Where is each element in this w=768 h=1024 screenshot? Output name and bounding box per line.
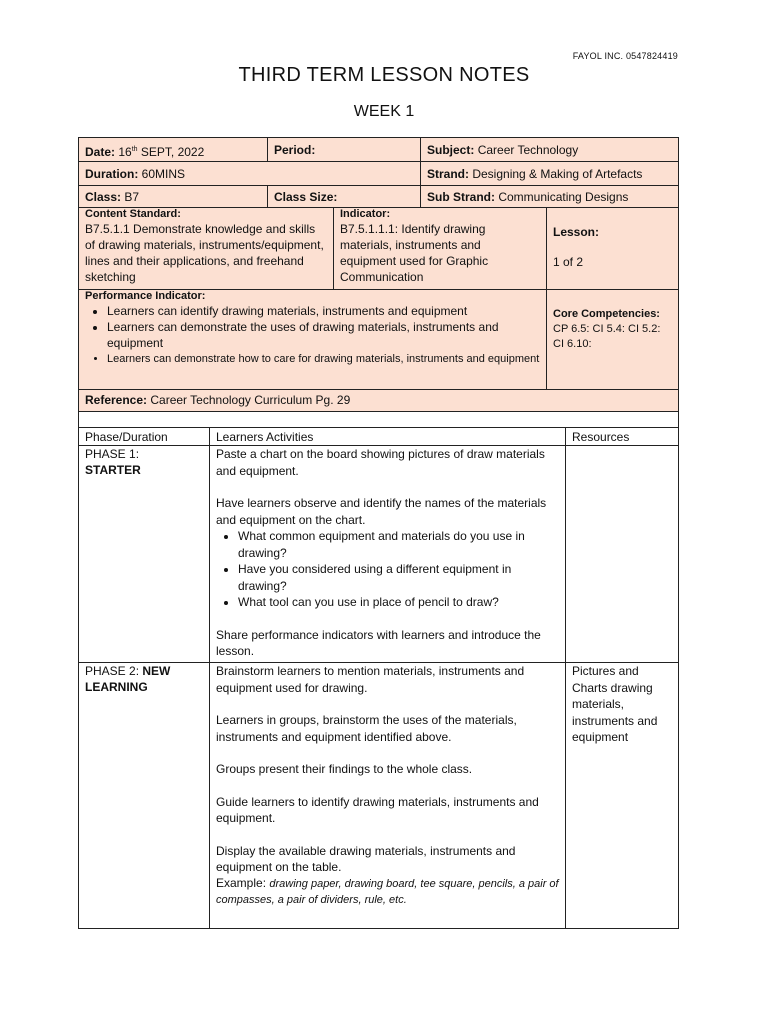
indicator-cell: Indicator: B7.5.1.1.1: Identify drawing materials, instruments and equipment used for Graphic Communication [334,208,547,290]
page-title: THIRD TERM LESSON NOTES [238,64,530,86]
week-label: WEEK 1 [353,103,415,120]
activities-table [78,427,679,929]
phase2-resources: Pictures and Charts drawing materials, instruments and equipment [572,664,658,744]
lesson-cell: Lesson: 1 of 2 [547,208,678,290]
class-cell: Class: B7 [79,186,268,208]
date-cell [79,138,268,162]
list-item: • Learners can demonstrate how to care for drawing materials, instruments and equipment [107,351,540,367]
performance-indicator-cell: Performance Indicator: • Learners can identify drawing materials, instruments and equipment • Learners can demonstrate the uses of drawing materials, instruments and equipment • Learners can demonstrate how to care for drawing materials, instruments and equipment [79,290,547,390]
header-code: FAYOL INC. 0547824419 [572,51,678,61]
phase2-cell: PHASE 2: NEW LEARNING [79,663,210,928]
phase1-cell: PHASE 1: STARTER [79,446,210,663]
phase1-resources [566,446,678,663]
core-competencies-cell: Core Competencies: CP 6.5: CI 5.4: CI 5.2: CI 6.10: [547,290,678,390]
list-item: • Learners can demonstrate the uses of drawing materials, instruments and equipment [107,319,540,351]
info-table [78,137,679,412]
phase1-activities: Paste a chart on the board showing pictures of draw materials and equipment. Have learners observe and identify the names of the materials and equipment on the chart. • What common equipment and materials do you use in drawing? • Have you considered using a different equipment in drawing? • What tool can you use in place of pencil to draw? Share performance indicators with learners and introduce the lesson. [210,446,566,663]
header-resources: Resources [566,428,678,446]
spacer-row [78,411,679,428]
date-value: 16th SEPT, 2022 [118,145,205,159]
list-item: • Learners can identify drawing materials, instruments and equipment [107,303,540,319]
header-activities: Learners Activities [210,428,566,446]
header-phase: Phase/Duration [79,428,210,446]
sub-strand-cell: Sub Strand: Communicating Designs [421,186,678,208]
question-list [216,528,559,611]
reference-cell: Reference: Career Technology Curriculum Pg. 29 [85,393,351,407]
list-item: • What common equipment and materials do you use in drawing? [238,528,559,561]
content-standard-cell: Content Standard: B7.5.1.1 Demonstrate knowledge and skills of drawing materials, instruments/equipment, lines and their applications, and freehand sketching [79,208,334,290]
strand-cell: Strand: Designing & Making of Artefacts [421,162,678,186]
list-item: • What tool can you use in place of pencil to draw? [238,594,559,611]
duration-cell: Duration: 60MINS [79,162,421,186]
subject-cell: Subject: Career Technology [421,138,678,162]
performance-list [85,303,540,367]
date-label: Date: [85,145,116,159]
phase2-activities: Brainstorm learners to mention materials, instruments and equipment used for drawing. Learners in groups, brainstorm the uses of the materials, instruments and equipment identified above. Groups present their findings to the whole class. Guide learners to identify drawing materials, instruments and equipment. Display the available drawing materials, instruments and equipment on the table. Example: drawing paper, drawing board, tee square, pencils, a pair of compasses, a pair of dividers, rule, etc. [210,663,566,928]
list-item: • Have you considered using a different equipment in drawing? [238,561,559,594]
class-size-cell: Class Size: [268,186,421,208]
period-cell: Period: [268,138,421,162]
